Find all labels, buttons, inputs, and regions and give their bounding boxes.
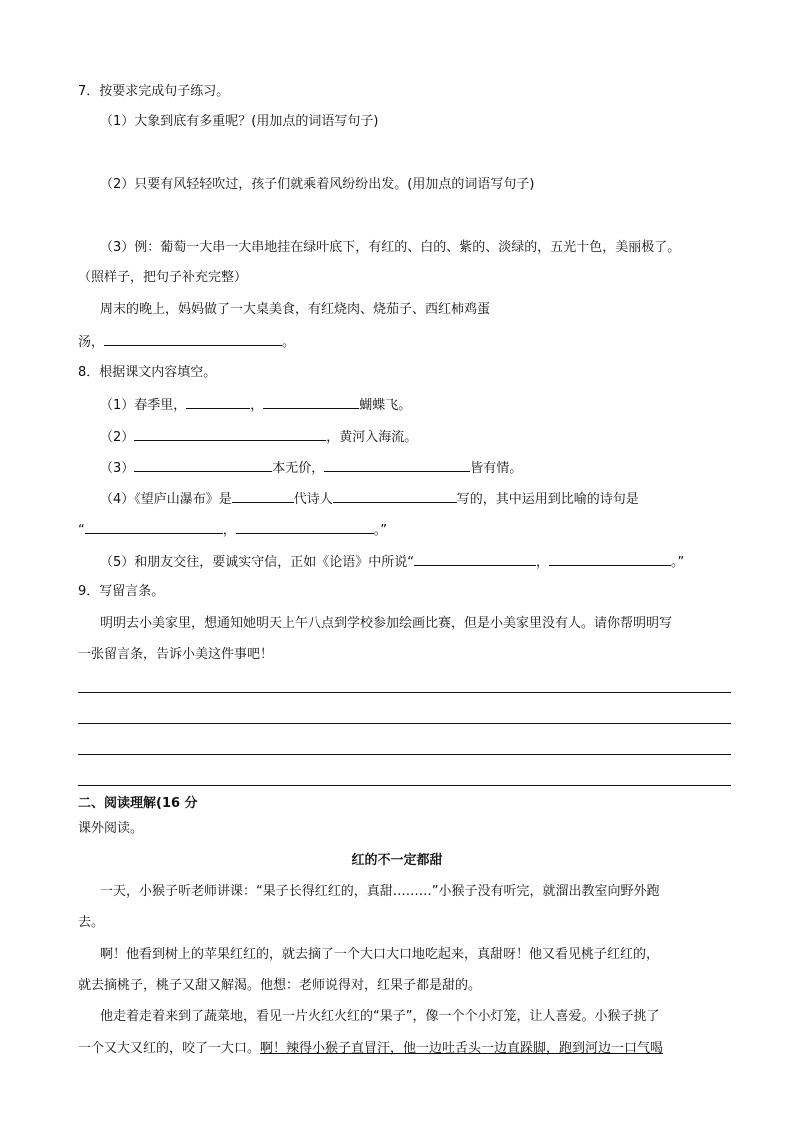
text: ，黄河入海流。 [326, 430, 418, 445]
question-7-title: 7．按要求完成句子练习。 [78, 84, 230, 99]
text: 。 [282, 335, 296, 350]
question-9-prompt-line-1: 明明去小美家里，想通知她明天上午八点到学校参加绘画比赛，但是小美家里没有人。请你帮明明写 [100, 616, 673, 631]
text: 。” [373, 523, 388, 538]
writing-line[interactable] [78, 692, 731, 693]
text: 代诗人 [293, 492, 333, 507]
question-8-item-4-answer [78, 519, 387, 541]
text: ， [250, 398, 264, 413]
text: 本无价， [272, 461, 325, 476]
question-8-item-1 [100, 394, 411, 416]
story-title: 红的不一定都甜 [351, 853, 443, 868]
text: “ [78, 523, 85, 538]
answer-blank[interactable] [232, 488, 294, 503]
question-7-item-2: （2）只要有风轻轻吹过，孩子们就乘着风纷纷出发。(用加点的词语写句子) [100, 177, 535, 192]
text: 汤， [78, 335, 105, 350]
question-7-item-3-answer-line [78, 331, 295, 353]
answer-blank[interactable] [549, 551, 671, 566]
question-8-item-5 [100, 551, 684, 573]
answer-blank[interactable] [134, 457, 272, 472]
question-8-item-3 [100, 457, 522, 479]
story-paragraph-2-cont: 就去摘桃子，桃子又甜又解渴。他想：老师说得对，红果子都是甜的。 [78, 978, 482, 993]
text: （3） [100, 461, 135, 476]
text: 。” [671, 555, 685, 570]
answer-blank[interactable] [333, 488, 457, 503]
question-7-item-1: （1）大象到底有多重呢？(用加点的词语写句子) [100, 114, 379, 129]
question-9-prompt-line-2: 一张留言条，告诉小美这件事吧！ [78, 647, 274, 662]
writing-line[interactable] [78, 754, 731, 755]
text: （2） [100, 430, 135, 445]
question-8-item-2 [100, 426, 417, 448]
answer-blank[interactable] [324, 457, 470, 472]
text: 写的，其中运用到比喻的诗句是 [456, 492, 639, 507]
text: （1）春季里， [100, 398, 187, 413]
writing-line[interactable] [78, 723, 731, 724]
answer-blank[interactable] [186, 394, 250, 409]
answer-blank[interactable] [85, 519, 223, 534]
answer-blank[interactable] [236, 519, 374, 534]
story-paragraph-3: 他走着走着来到了蔬菜地，看见一片火红火红的“果子”，像一个个小灯笼，让人喜爱。小猴子挑了 [100, 1009, 660, 1024]
story-paragraph-1-cont: 去。 [78, 915, 105, 930]
question-7-item-3-stem: 周末的晚上，妈妈做了一大桌美食，有红烧肉、烧茄子、西红柿鸡蛋 [100, 302, 491, 317]
question-7-item-3-instruction: （照样子，把句子补充完整） [78, 270, 248, 285]
question-8-item-4 [100, 488, 639, 510]
answer-blank[interactable] [134, 426, 326, 441]
text: （5）和朋友交往，要诚实守信，正如《论语》中所说“ [100, 555, 415, 570]
question-8-title: 8．根据课文内容填空。 [78, 365, 217, 380]
story-paragraph-3-cont [78, 1039, 663, 1059]
text: 皆有情。 [470, 461, 523, 476]
text: ， [222, 523, 236, 538]
text: ， [536, 555, 550, 570]
answer-blank[interactable] [263, 394, 359, 409]
text: （4）《望庐山瀑布》是 [100, 492, 232, 507]
answer-blank[interactable] [414, 551, 536, 566]
writing-line[interactable] [78, 785, 731, 786]
underlined-sentence: 啊！辣得小猴子直冒汗，他一边吐舌头一边直跺脚，跑到河边一口气喝 [260, 1041, 664, 1056]
text: 一个又大又红的，咬了一大口。 [78, 1041, 261, 1056]
story-paragraph-2: 啊！他看到树上的苹果红红的，就去摘了一个大口大口地吃起来，真甜呀！他又看见桃子红红的， [100, 947, 660, 962]
answer-blank[interactable] [104, 331, 282, 346]
section-intro: 课外阅读。 [78, 821, 144, 836]
question-7-item-3: （3）例：葡萄一大串一大串地挂在绿叶底下，有红的、白的、紫的、淡绿的，五光十色，美丽极了。 [100, 240, 681, 255]
section-heading: 二、阅读理解(16 分 [78, 796, 198, 811]
text: 蝴蝶飞。 [359, 398, 412, 413]
story-paragraph-1: 一天，小猴子听老师讲课：“果子长得红红的，真甜………”小猴子没有听完，就溜出教室向野外跑 [100, 884, 660, 899]
question-9-title: 9．写留言条。 [78, 584, 165, 599]
